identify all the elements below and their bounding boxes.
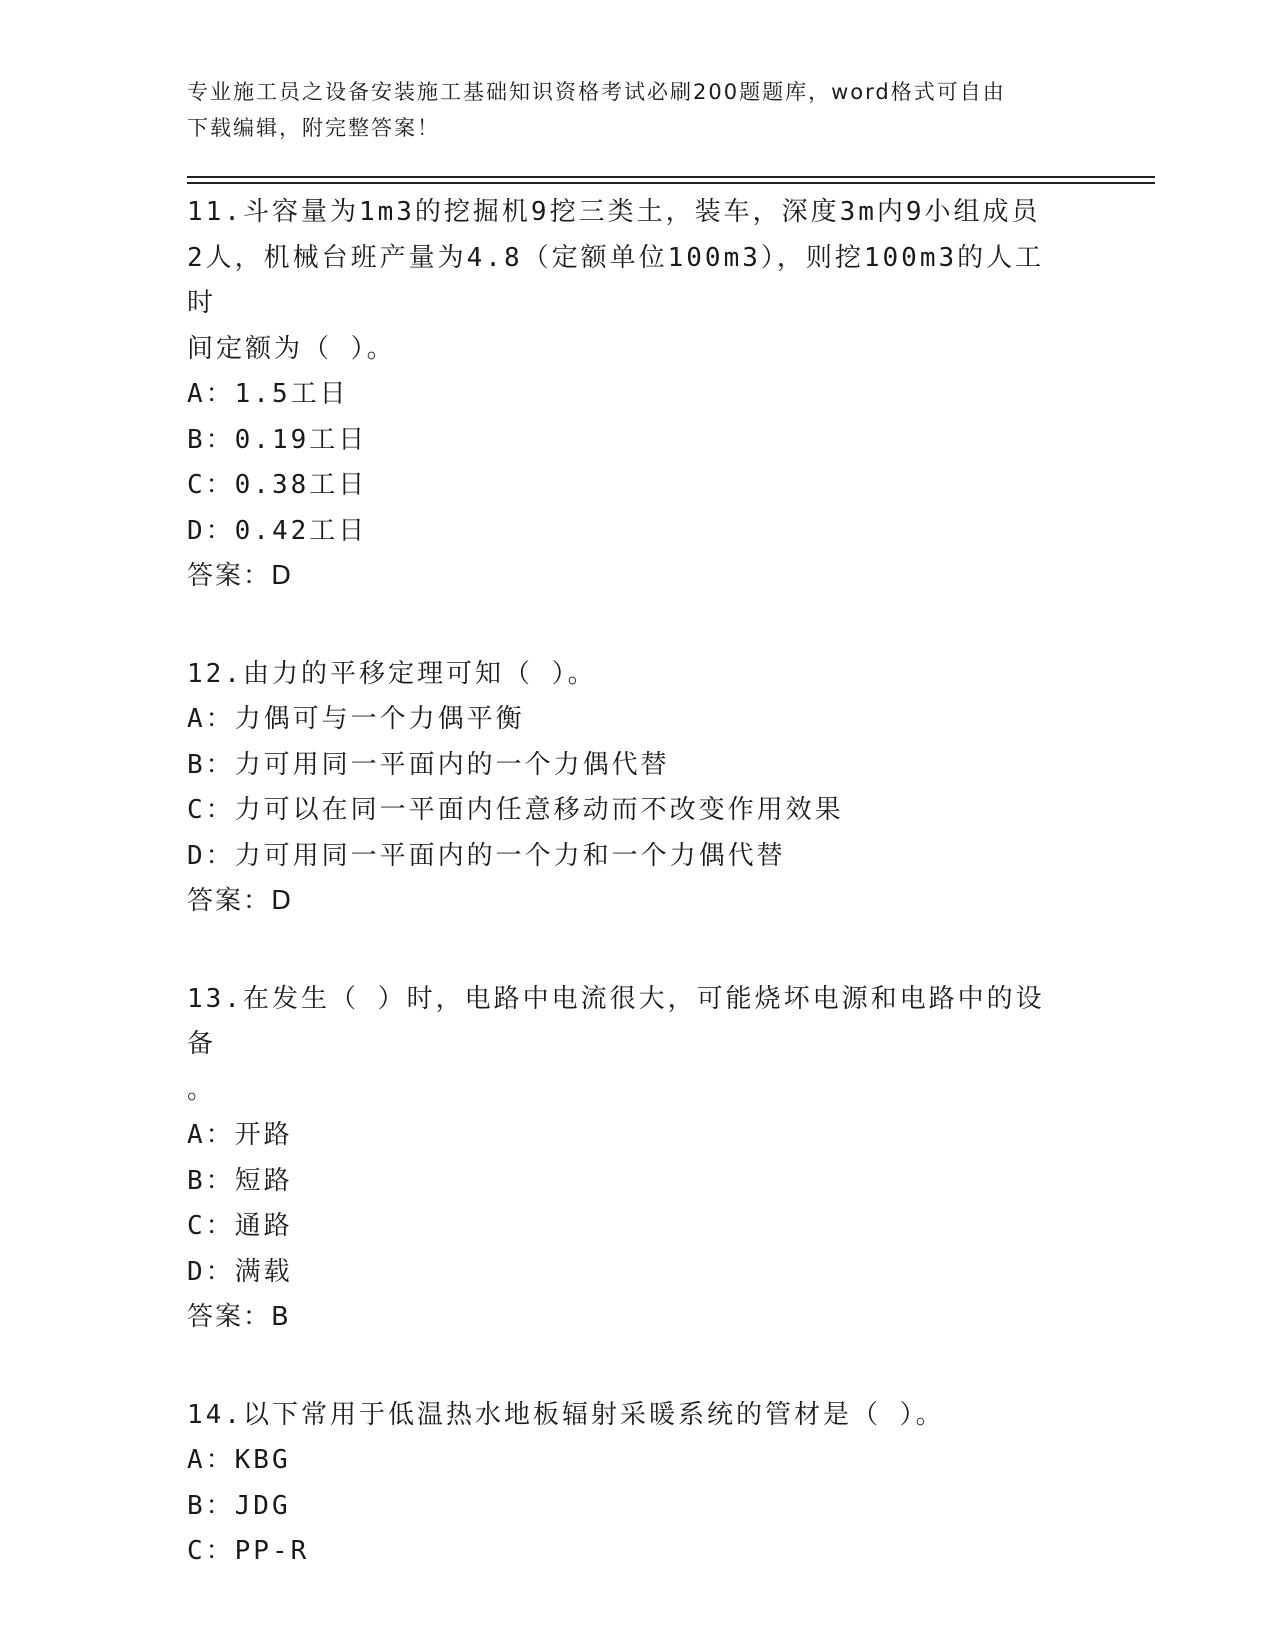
option-a: A：开路 [187, 1120, 293, 1150]
question-stem-line: 。 [187, 1074, 217, 1105]
option-a: A：1.5工日 [187, 379, 349, 409]
option-d: D：力可用同一平面内的一个力和一个力偶代替 [187, 840, 786, 871]
question-stem-line: 2人，机械台班产量为4.8（定额单位100m3），则挖100m3的人工时 [187, 242, 1045, 318]
question-list [187, 190, 1067, 1627]
header-divider-bottom [187, 182, 1155, 184]
option-a: A：力偶可与一个力偶平衡 [187, 704, 525, 734]
option-b: B：JDG [187, 1490, 291, 1521]
question-12 [187, 652, 1067, 925]
question-13 [187, 977, 1067, 1341]
option-a: A：KBG [187, 1445, 291, 1475]
option-d: D：0.42工日 [187, 515, 368, 546]
question-14 [187, 1393, 1067, 1575]
option-b: B：力可用同一平面内的一个力偶代替 [187, 749, 670, 780]
header-line-1: 专业施工员之设备安装施工基础知识资格考试必刷200题题库，word格式可自由 [187, 80, 1006, 104]
option-c: C：力可以在同一平面内任意移动而不改变作用效果 [187, 795, 844, 825]
option-c: C：通路 [187, 1211, 293, 1241]
option-c: C：PP-R [187, 1536, 310, 1566]
answer-line: 答案：D [187, 886, 294, 916]
question-stem-line: 13.在发生（ ）时，电路中电流很大，可能烧坏电源和电路中的设备 [187, 983, 1045, 1059]
option-c: C：0.38工日 [187, 470, 368, 500]
question-11 [187, 190, 1067, 600]
option-d: D：满载 [187, 1256, 293, 1287]
question-stem-line: 间定额为（ ）。 [187, 333, 396, 364]
question-stem-line: 12.由力的平移定理可知（ ）。 [187, 658, 597, 689]
header-divider-top [187, 176, 1155, 178]
question-stem-line: 11.斗容量为1m3的挖掘机9挖三类土，装车，深度3m内9小组成员 [187, 197, 1041, 227]
document-header [187, 74, 1067, 146]
option-b: B：短路 [187, 1165, 293, 1196]
answer-line: 答案：D [187, 561, 294, 591]
question-stem-line: 14.以下常用于低温热水地板辐射采暖系统的管材是（ ）。 [187, 1399, 945, 1430]
option-b: B：0.19工日 [187, 424, 368, 455]
header-line-2: 下载编辑，附完整答案！ [187, 116, 440, 140]
answer-line: 答案：B [187, 1302, 291, 1332]
